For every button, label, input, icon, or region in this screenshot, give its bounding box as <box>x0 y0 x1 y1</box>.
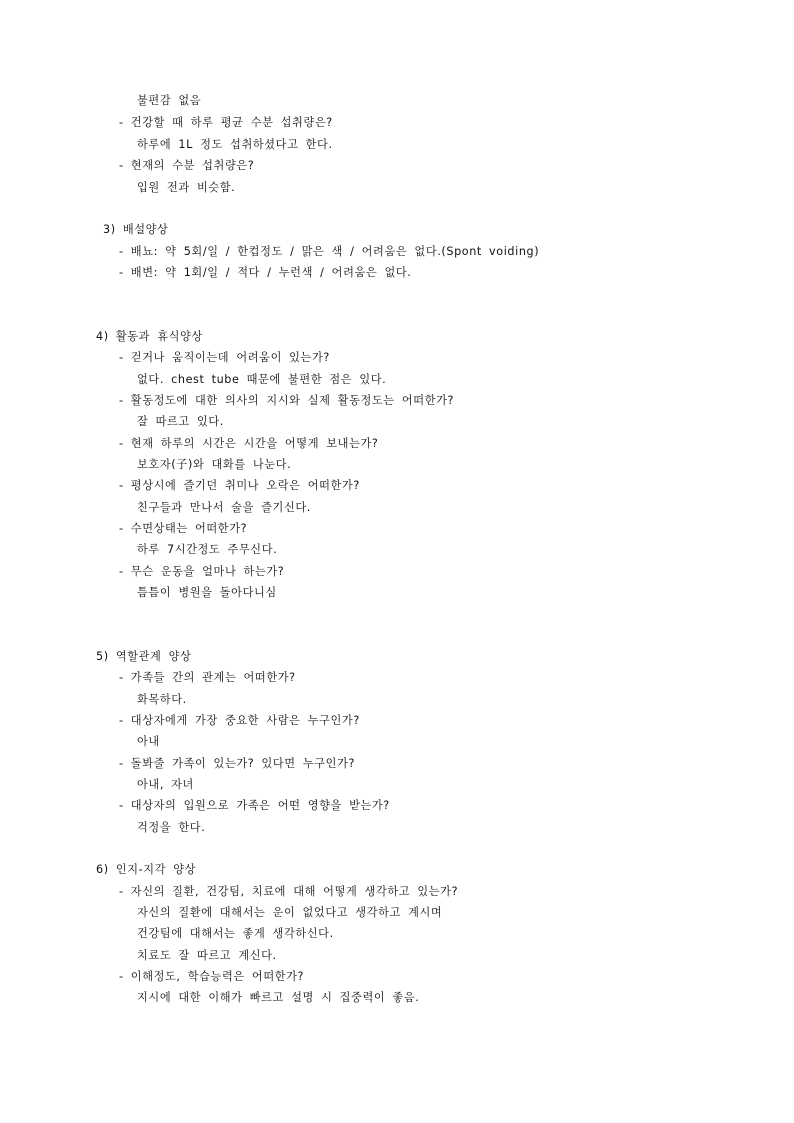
question-text: - 이해정도, 학습능력은 어떠한가? <box>119 970 305 983</box>
answer-text: 보호자(子)와 대화를 나눈다. <box>137 458 292 471</box>
answer-text: 하루 7시간정도 주무신다. <box>137 543 278 556</box>
question-text: - 대상자의 입원으로 가족은 어떤 영향을 받는가? <box>119 799 390 812</box>
section-heading-elimination: 3) 배설양상 <box>103 223 169 236</box>
question-text: - 건강할 때 하루 평균 수분 섭취량은? <box>119 116 333 129</box>
answer-text: 아내, 자녀 <box>137 778 194 791</box>
answer-text: 없다. chest tube 때문에 불편한 점은 있다. <box>137 373 387 386</box>
question-text: - 걷거나 움직이는데 어려움이 있는가? <box>119 351 330 364</box>
answer-text: 틈틈이 병원을 돌아다니심 <box>137 586 277 599</box>
question-text: - 수면상태는 어떠한가? <box>119 522 248 535</box>
answer-text: 자신의 질환에 대해서는 운이 없었다고 생각하고 계시며 <box>137 906 443 919</box>
question-text: - 가족들 간의 관계는 어떠한가? <box>119 671 296 684</box>
answer-text: 친구들과 만나서 술을 즐기신다. <box>137 501 311 514</box>
answer-text: 지시에 대한 이해가 빠르고 설명 시 집중력이 좋음. <box>137 991 420 1004</box>
question-text: - 돌봐줄 가족이 있는가? 있다면 누구인가? <box>119 757 356 770</box>
question-text: - 자신의 질환, 건강팀, 치료에 대해 어떻게 생각하고 있는가? <box>119 885 459 898</box>
question-text: - 현재 하루의 시간은 시간을 어떻게 보내는가? <box>119 437 379 450</box>
list-item: - 배변: 약 1회/일 / 적다 / 누런색 / 어려움은 없다. <box>119 266 412 279</box>
answer-text: 걱정을 한다. <box>137 821 206 834</box>
answer-text: 치료도 잘 따르고 계신다. <box>137 949 277 962</box>
question-text: - 평상시에 즐기던 취미나 오락은 어떠한가? <box>119 479 360 492</box>
question-text: - 활동정도에 대한 의사의 지시와 실제 활동정도는 어떠한가? <box>119 394 455 407</box>
list-item: - 배뇨: 약 5회/일 / 한컵정도 / 맑은 색 / 어려움은 없다.(Spont voiding) <box>119 245 540 258</box>
question-text: - 무슨 운동을 얼마나 하는가? <box>119 565 285 578</box>
question-text: - 현재의 수분 섭취량은? <box>119 159 255 172</box>
question-text: - 대상자에게 가장 중요한 사람은 누구인가? <box>119 714 360 727</box>
answer-text: 화목하다. <box>137 693 187 706</box>
answer-text: 하루에 1L 정도 섭취하셨다고 한다. <box>137 138 333 151</box>
answer-text: 잘 따르고 있다. <box>137 415 224 428</box>
answer-text: 건강팀에 대해서는 좋게 생각하신다. <box>137 927 334 940</box>
answer-text: 입원 전과 비슷함. <box>137 181 236 194</box>
answer-text: 아내 <box>137 735 160 748</box>
section-heading-cognition: 6) 인지-지각 양상 <box>96 863 197 876</box>
section-heading-role: 5) 역할관계 양상 <box>96 650 192 663</box>
answer-text: 불편감 없음 <box>137 94 202 107</box>
section-heading-activity: 4) 활동과 휴식양상 <box>96 330 203 343</box>
